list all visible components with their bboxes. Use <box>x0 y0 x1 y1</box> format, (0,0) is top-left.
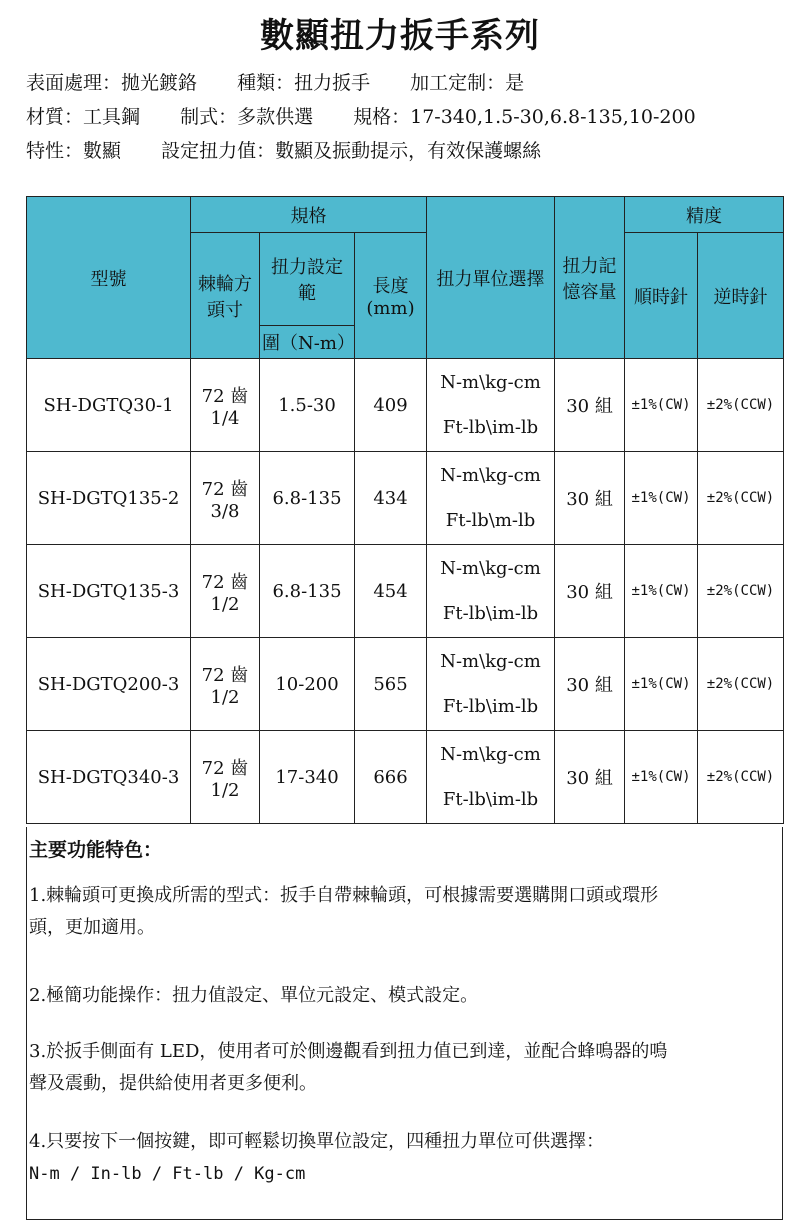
feature-item-4-line-2: N-m / In-lb / Ft-lb / Kg-cm <box>29 1164 306 1184</box>
header-unit-select: 扭力單位選擇 <box>427 197 555 359</box>
feature-item-3 <box>29 1036 781 1100</box>
cell-unit-top: N-m\kg-cm <box>440 744 541 765</box>
cell-model: SH-DGTQ200-3 <box>27 638 191 731</box>
torque-setting: 設定扭力值：數顯及振動提示，有效保護螺絲 <box>161 140 542 162</box>
spec-table <box>26 196 784 824</box>
cell-drive-size: 1/2 <box>210 686 240 708</box>
cell-unit-bottom: Ft-lb\im-lb <box>442 417 539 438</box>
header-length-label: 長度 <box>372 276 409 297</box>
cell-unit-top: N-m\kg-cm <box>440 372 541 393</box>
table-row <box>27 452 784 545</box>
feature-item-2: 2.極簡功能操作：扭力值設定、單位元設定、模式設定。 <box>29 985 479 1006</box>
header-model: 型號 <box>27 197 191 359</box>
cell-unit-bottom: Ft-lb\im-lb <box>442 603 539 624</box>
table-row <box>27 359 784 452</box>
header-ratchet: 棘輪方頭寸 <box>191 233 260 359</box>
header-cw: 順時針 <box>625 233 698 359</box>
feature-item-1 <box>29 880 781 944</box>
customization: 加工定制：是 <box>410 72 525 94</box>
cell-drive-size: 1/4 <box>210 407 240 429</box>
header-precision-group: 精度 <box>625 197 784 233</box>
cell-range: 17-340 <box>260 731 355 824</box>
cell-teeth: 72 齒 <box>201 385 249 407</box>
cell-ccw: ±2%(CCW) <box>698 731 784 824</box>
cell-model: SH-DGTQ135-2 <box>27 452 191 545</box>
cell-ccw: ±2%(CCW) <box>698 452 784 545</box>
cell-cw: ±1%(CW) <box>625 359 698 452</box>
cell-unit-bottom: Ft-lb\m-lb <box>445 510 536 531</box>
cell-range: 6.8-135 <box>260 452 355 545</box>
spec-line-3 <box>26 136 541 163</box>
cell-length: 434 <box>355 452 427 545</box>
header-spec-group: 規格 <box>191 197 427 233</box>
cell-range: 6.8-135 <box>260 545 355 638</box>
cell-model: SH-DGTQ30-1 <box>27 359 191 452</box>
cell-cw: ±1%(CW) <box>625 731 698 824</box>
cell-length: 454 <box>355 545 427 638</box>
page-title: 數顯扭力扳手系列 <box>260 16 540 56</box>
cell-unit-top: N-m\kg-cm <box>440 651 541 672</box>
cell-length: 409 <box>355 359 427 452</box>
cell-drive <box>191 452 260 545</box>
cell-ccw: ±2%(CCW) <box>698 545 784 638</box>
format: 制式：多款供選 <box>180 106 314 128</box>
feature-item-1-line-1: 1.棘輪頭可更換成所需的型式：扳手自帶棘輪頭，可根據需要選購開口頭或環形 <box>29 885 659 906</box>
feature-item-4 <box>29 1126 781 1190</box>
features-section <box>26 827 783 1220</box>
cell-units <box>427 638 555 731</box>
cell-model: SH-DGTQ135-3 <box>27 545 191 638</box>
surface-treatment: 表面處理：拋光鍍鉻 <box>26 72 198 94</box>
cell-drive-size: 3/8 <box>210 500 240 522</box>
cell-memory: 30 組 <box>555 731 625 824</box>
table-row <box>27 545 784 638</box>
cell-drive-size: 1/2 <box>210 779 240 801</box>
feature-item-4-line-1: 4.只要按下一個按鍵，即可輕鬆切換單位設定，四種扭力單位可供選擇： <box>29 1131 605 1152</box>
cell-cw: ±1%(CW) <box>625 638 698 731</box>
cell-unit-top: N-m\kg-cm <box>440 465 541 486</box>
cell-length: 565 <box>355 638 427 731</box>
cell-unit-bottom: Ft-lb\im-lb <box>442 696 539 717</box>
cell-drive <box>191 359 260 452</box>
cell-range: 10-200 <box>260 638 355 731</box>
cell-range: 1.5-30 <box>260 359 355 452</box>
cell-model: SH-DGTQ340-3 <box>27 731 191 824</box>
cell-ccw: ±2%(CCW) <box>698 359 784 452</box>
cell-drive <box>191 638 260 731</box>
header-memory: 扭力記憶容量 <box>555 197 625 359</box>
feature-item-1-line-2: 頭，更加適用。 <box>29 917 155 938</box>
cell-unit-top: N-m\kg-cm <box>440 558 541 579</box>
cell-teeth: 72 齒 <box>201 757 249 779</box>
cell-units <box>427 452 555 545</box>
spec-line-2 <box>26 102 696 129</box>
cell-cw: ±1%(CW) <box>625 452 698 545</box>
product-type: 種類：扭力扳手 <box>237 72 371 94</box>
cell-units <box>427 545 555 638</box>
cell-cw: ±1%(CW) <box>625 545 698 638</box>
header-ccw: 逆時針 <box>698 233 784 359</box>
spec-line-1 <box>26 68 524 95</box>
header-length <box>355 233 427 359</box>
cell-memory: 30 組 <box>555 545 625 638</box>
features-heading: 主要功能特色： <box>29 839 163 861</box>
cell-length: 666 <box>355 731 427 824</box>
cell-memory: 30 組 <box>555 452 625 545</box>
feature: 特性：數顯 <box>26 140 122 162</box>
cell-drive <box>191 545 260 638</box>
header-range-1: 扭力設定範 <box>260 233 355 326</box>
feature-item-3-line-1: 3.於扳手側面有 LED，使用者可於側邊觀看到扭力值已到達，並配合蜂鳴器的鳴 <box>29 1041 668 1062</box>
table-row <box>27 638 784 731</box>
cell-units <box>427 731 555 824</box>
cell-teeth: 72 齒 <box>201 478 249 500</box>
cell-ccw: ±2%(CCW) <box>698 638 784 731</box>
cell-unit-bottom: Ft-lb\im-lb <box>442 789 539 810</box>
header-length-unit: (mm) <box>366 298 415 319</box>
table-row <box>27 731 784 824</box>
cell-drive-size: 1/2 <box>210 593 240 615</box>
specification: 規格：17-340,1.5-30,6.8-135,10-200 <box>353 106 696 128</box>
cell-drive <box>191 731 260 824</box>
material: 材質：工具鋼 <box>26 106 141 128</box>
cell-units <box>427 359 555 452</box>
cell-memory: 30 組 <box>555 359 625 452</box>
cell-teeth: 72 齒 <box>201 664 249 686</box>
cell-memory: 30 組 <box>555 638 625 731</box>
header-range-2: 圍（N-m） <box>260 326 355 359</box>
feature-item-3-line-2: 聲及震動，提供給使用者更多便利。 <box>29 1073 317 1094</box>
cell-teeth: 72 齒 <box>201 571 249 593</box>
